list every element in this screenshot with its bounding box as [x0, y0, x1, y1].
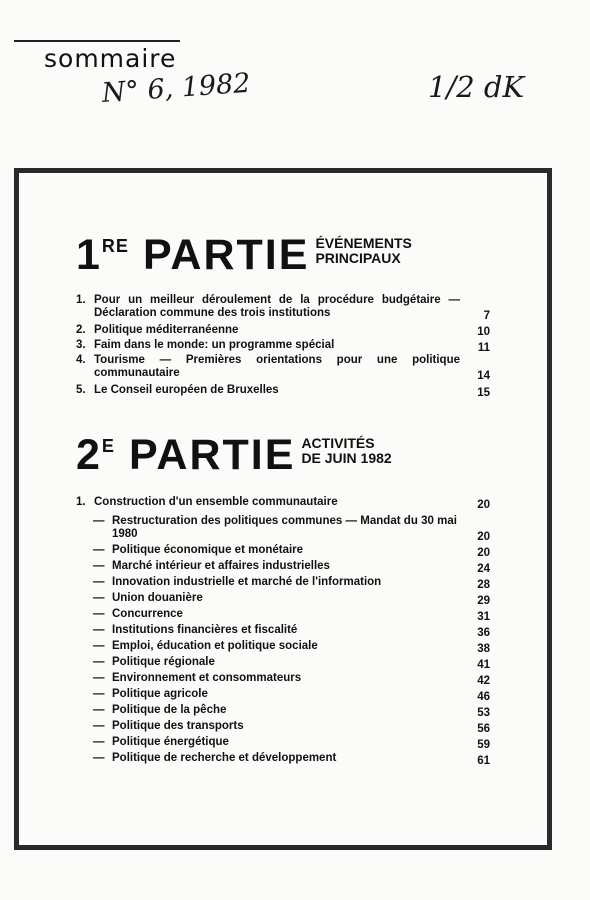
subentry-dash: —: [93, 640, 105, 652]
subentry-page: 24: [477, 563, 490, 575]
subentry-page: 42: [477, 675, 490, 687]
entry-number: 1.: [76, 496, 86, 508]
subentry-title: Politique de recherche et développement: [112, 752, 337, 764]
subentry-dash: —: [93, 608, 105, 620]
subentry-title: Concurrence: [112, 608, 183, 620]
entry-page: 15: [477, 387, 490, 399]
page-title: sommaire: [44, 44, 177, 73]
part2-subentry: [93, 515, 490, 545]
subentry-page: 20: [477, 531, 490, 543]
entry-number: 4.: [76, 354, 86, 366]
part1-subtitle: [315, 236, 411, 265]
subentry-title: Politique de la pêche: [112, 704, 227, 716]
subentry-title: Restructuration des politiques communes — Mandat du 30 mai 1980: [112, 515, 457, 540]
entry-title: Tourisme — Premières orientations pour une politique communautaire: [94, 354, 460, 379]
subentry-title: Politique agricole: [112, 688, 208, 700]
part1-number: 1: [76, 231, 100, 279]
part1-entry: [76, 294, 490, 324]
entry-page: 20: [477, 499, 490, 511]
subentry-dash: —: [93, 515, 105, 527]
part2-subtitle: [301, 436, 391, 465]
subentry-page: 53: [477, 707, 490, 719]
subentry-title: Environnement et consommateurs: [112, 672, 302, 684]
entry-number: 2.: [76, 324, 86, 336]
header-rule: [14, 40, 180, 42]
part2-number: 2: [76, 431, 100, 479]
subentry-dash: —: [93, 704, 105, 716]
subentry-title: Emploi, éducation et politique sociale: [112, 640, 318, 652]
subentry-title: Innovation industrielle et marché de l'information: [112, 576, 382, 588]
subentry-title: Union douanière: [112, 592, 203, 604]
subentry-dash: —: [93, 752, 105, 764]
part1-ordinal: RE: [101, 236, 129, 256]
part1-heading: [76, 231, 412, 279]
subentry-title: Politique énergétique: [112, 736, 229, 748]
subentry-page: 46: [477, 691, 490, 703]
subentry-title: Politique économique et monétaire: [112, 544, 304, 556]
entry-title: Politique méditerranéenne: [94, 324, 239, 336]
subentry-dash: —: [93, 656, 105, 668]
subentry-dash: —: [93, 672, 105, 684]
subentry-dash: —: [93, 560, 105, 572]
entry-title: Construction d'un ensemble communautaire: [94, 496, 338, 508]
subentry-dash: —: [93, 736, 105, 748]
subentry-dash: —: [93, 688, 105, 700]
entry-title: Faim dans le monde: un programme spécial: [94, 339, 335, 351]
subentry-dash: —: [93, 592, 105, 604]
subentry-page: 36: [477, 627, 490, 639]
entry-page: 11: [477, 342, 490, 354]
subentry-dash: —: [93, 544, 105, 556]
part1-entry: [76, 339, 490, 353]
handwritten-issue: N° 6, 1982: [100, 67, 252, 109]
subentry-dash: —: [93, 576, 105, 588]
part1-entry: [76, 384, 490, 398]
subentry-dash: —: [93, 624, 105, 636]
entry-number: 1.: [76, 294, 86, 306]
subentry-page: 41: [477, 659, 490, 671]
subentry-page: 38: [477, 643, 490, 655]
part1-entry: [76, 324, 490, 338]
part2-word: PARTIE: [128, 431, 296, 479]
subentry-title: Politique des transports: [112, 720, 244, 732]
subentry-title: Politique régionale: [112, 656, 215, 668]
part2-ordinal: E: [101, 436, 115, 456]
entry-title: Le Conseil européen de Bruxelles: [94, 384, 279, 396]
part1-entry: [76, 354, 490, 384]
part2-subtitle-line1: ACTIVITÉS: [301, 435, 375, 451]
part2-entry: [76, 496, 490, 510]
entry-page: 10: [477, 326, 490, 338]
subentry-page: 29: [477, 595, 490, 607]
subentry-page: 31: [477, 611, 490, 623]
part2-heading: [76, 431, 392, 479]
entry-page: 14: [477, 370, 490, 382]
part1-subtitle-line2: PRINCIPAUX: [315, 249, 401, 266]
subentry-title: Marché intérieur et affaires industrielles: [112, 560, 330, 572]
entry-page: 7: [483, 310, 490, 322]
subentry-dash: —: [93, 720, 105, 732]
entry-number: 3.: [76, 339, 86, 351]
subentry-title: Institutions financières et fiscalité: [112, 624, 298, 636]
subentry-page: 59: [477, 739, 490, 751]
handwritten-mark: 1/2 dK: [428, 70, 525, 104]
subentry-page: 28: [477, 579, 490, 591]
part1-word: PARTIE: [142, 231, 310, 279]
subentry-page: 56: [477, 723, 490, 735]
part1-subtitle-line1: ÉVÉNEMENTS: [315, 235, 412, 251]
subentry-page: 61: [477, 755, 490, 767]
part2-subtitle-line2: DE JUIN 1982: [301, 449, 392, 466]
entry-title: Pour un meilleur déroulement de la procédure budgétaire — Déclaration commune des trois institutions: [94, 294, 460, 319]
entry-number: 5.: [76, 384, 86, 396]
subentry-page: 20: [477, 547, 490, 559]
